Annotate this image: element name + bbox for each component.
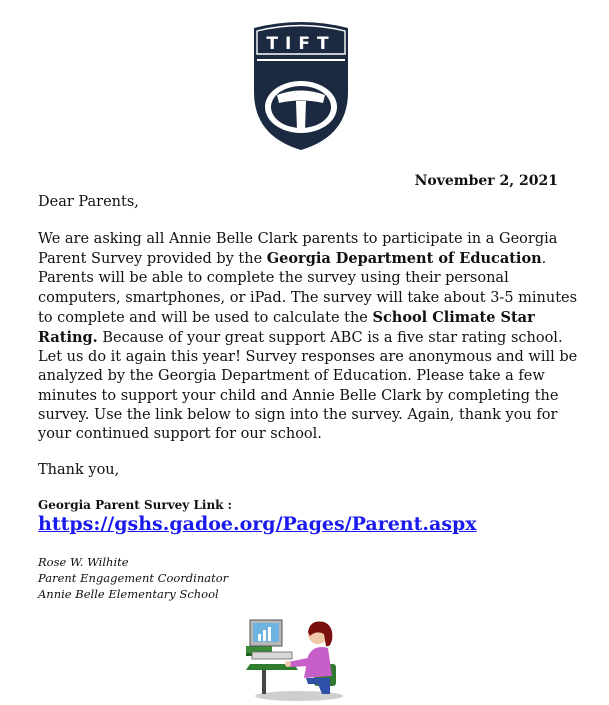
letter-body: [38, 230, 578, 444]
woman-at-computer-icon: [244, 616, 350, 702]
body-text-3: Because of your great support ABC is a five star rating school. Let us do it again this year! Survey responses are anonymous and will be analyzed by the Georgia Department of Education. Please take a few minutes to support your child and Annie Belle Clark by completing the survey. Use the link below to sign into the survey. Again, thank you for your continued support for our school.: [38, 330, 578, 443]
survey-link[interactable]: https://gshs.gadoe.org/Pages/Parent.aspx: [38, 513, 477, 535]
body-bold-1: Georgia Department of Education: [266, 250, 542, 268]
signature-name: Rose W. Wilhite: [38, 555, 129, 569]
signature-block: [38, 554, 228, 602]
tift-shield-logo: [246, 14, 356, 152]
signature-school: Annie Belle Elementary School: [38, 587, 219, 601]
signature-title: Parent Engagement Coordinator: [38, 571, 229, 585]
closing: Thank you,: [38, 462, 120, 478]
letter-date: November 2, 2021: [414, 173, 558, 189]
body-text-1: We are asking all Annie Belle Clark parents to participate in a Georgia Parent Survey provided by the: [38, 231, 558, 268]
greeting: Dear Parents,: [38, 194, 139, 210]
body-bold-2: School Climate Star Rating.: [38, 308, 535, 347]
body-text-2: . Parents will be able to complete the survey using their personal computers, smartphones, or iPad. The survey will take about 3-5 minutes to complete and will be used to calculate the: [38, 251, 578, 326]
survey-link-label: Georgia Parent Survey Link :: [38, 498, 233, 512]
logo-text: TIFT: [266, 34, 336, 54]
